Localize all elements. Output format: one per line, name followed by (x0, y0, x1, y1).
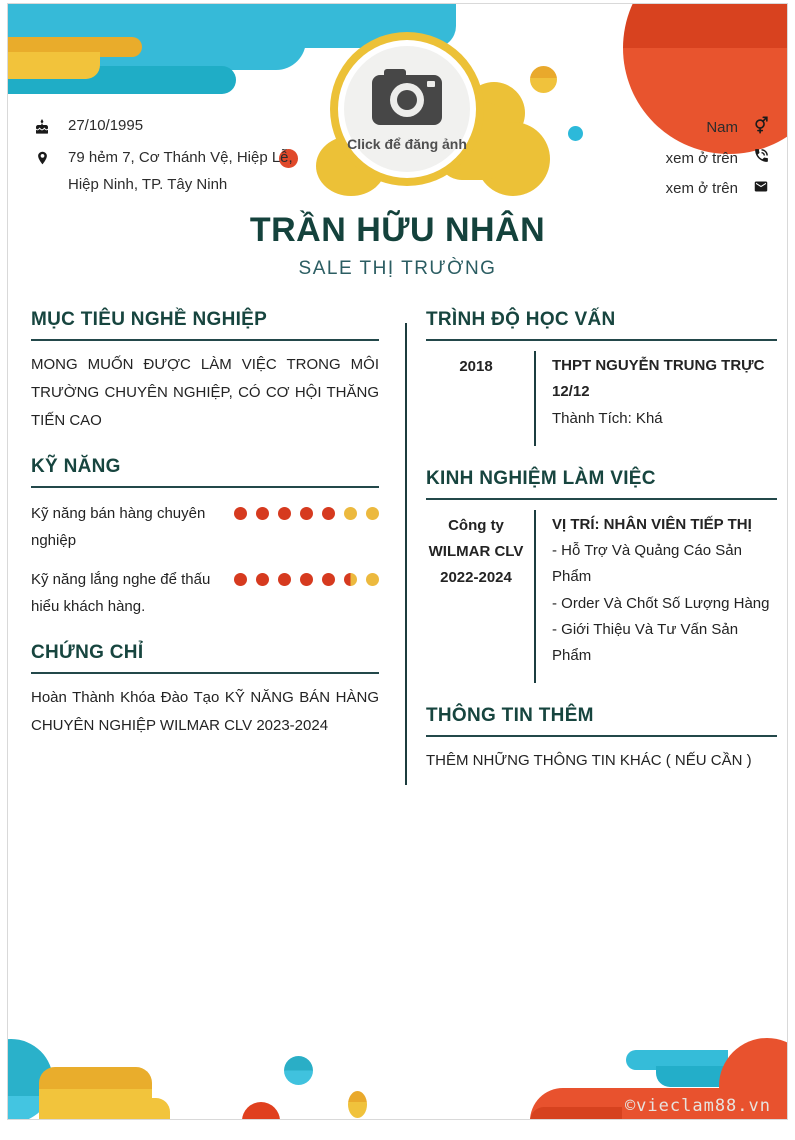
left-column (31, 309, 379, 775)
decor-bottom-yellow-ellipse (348, 1091, 367, 1118)
experience-position: VỊ TRÍ: NHÂN VIÊN TIẾP THỊ (552, 515, 752, 533)
site-watermark: ©vieclam88.vn (624, 1096, 771, 1116)
photo-upload-caption[interactable]: Click để đăng ảnh (347, 135, 467, 152)
dob-value: 27/10/1995 (68, 117, 144, 134)
education-result: Thành Tích: Khá (552, 409, 663, 427)
cv-body (31, 309, 777, 775)
rating-dot-full (234, 573, 247, 586)
rating-dot-full (300, 507, 313, 520)
experience-bullet: - Giới Thiệu Và Tư Vấn Sản Phẩm (552, 620, 739, 664)
email-value: xem ở trên (665, 179, 738, 197)
experience-company: Công ty WILMAR CLV 2022-2024 (428, 516, 524, 587)
skill-row (31, 500, 379, 554)
cv-sheet (7, 3, 788, 1120)
section-heading-certificates: CHỨNG CHỈ (31, 620, 379, 674)
skill-rating (234, 573, 379, 620)
decor-bottom-left-yellow-bump (128, 1098, 170, 1120)
email-icon (751, 173, 771, 203)
section-heading-more-info: THÔNG TIN THÊM (426, 683, 777, 737)
decor-blue-dot (568, 126, 583, 141)
rating-dot-empty (344, 507, 357, 520)
decor-bottom-right-orange-shade (530, 1107, 622, 1120)
decor-bottom-red-semicircle (242, 1102, 280, 1120)
dob-row (33, 112, 293, 144)
right-column (426, 309, 777, 775)
skill-row (31, 566, 379, 620)
education-year: 2018 (459, 358, 493, 375)
address-row (33, 144, 293, 198)
section-heading-skills: KỸ NĂNG (31, 434, 379, 488)
experience-bullet: - Order Và Chốt Số Lượng Hàng (552, 594, 770, 612)
address-value: 79 hẻm 7, Cơ Thánh Vệ, Hiệp Lễ, Hiệp Ninh, TP. Tây Ninh (68, 149, 293, 193)
rating-dot-full (322, 573, 335, 586)
photo-placeholder[interactable] (344, 46, 470, 172)
experience-entry (426, 510, 777, 684)
gender-icon (751, 112, 771, 143)
rating-dot-half (344, 573, 357, 586)
phone-icon (751, 143, 771, 173)
email-row (666, 173, 771, 203)
experience-details (534, 510, 777, 684)
skill-label: Kỹ năng lắng nghe để thấu hiểu khách hàng. (31, 571, 211, 616)
objective-text: MONG MUỐN ĐƯỢC LÀM VIỆC TRONG MÔI TRƯỜNG CHUYÊN NGHIỆP, CÓ CƠ HỘI THĂNG TIẾN CAO (31, 356, 379, 429)
rating-dot-full (256, 507, 269, 520)
decor-yellow-dot (530, 66, 557, 93)
camera-icon (364, 67, 450, 134)
education-school: THPT NGUYỄN TRUNG TRỰC 12/12 (552, 357, 765, 401)
rating-dot-full (300, 573, 313, 586)
certificates-text: Hoàn Thành Khóa Đào Tạo KỸ NĂNG BÁN HÀNG CHUYÊN NGHIỆP WILMAR CLV 2023-2024 (31, 689, 379, 734)
birthday-cake-icon (33, 112, 51, 144)
contact-info-right (666, 112, 771, 203)
location-pin-icon (33, 144, 51, 176)
photo-upload-button[interactable] (330, 32, 484, 186)
section-heading-objective: MỤC TIÊU NGHỀ NGHIỆP (31, 309, 379, 341)
education-entry (426, 351, 777, 446)
experience-bullet: - Hỗ Trợ Và Quảng Cáo Sản Phẩm (552, 542, 742, 586)
phone-value: xem ở trên (665, 149, 738, 167)
rating-dot-full (234, 507, 247, 520)
skill-label: Kỹ năng bán hàng chuyên nghiệp (31, 505, 206, 550)
gender-value: Nam (706, 119, 738, 136)
rating-dot-full (256, 573, 269, 586)
skill-rating (234, 507, 379, 554)
phone-row (666, 143, 771, 173)
name-block (8, 211, 787, 280)
rating-dot-full (278, 507, 291, 520)
rating-dot-empty (366, 507, 379, 520)
candidate-name: TRẦN HỮU NHÂN (249, 211, 546, 249)
education-details (534, 351, 777, 446)
gender-row (666, 112, 771, 143)
rating-dot-empty (366, 573, 379, 586)
rating-dot-full (322, 507, 335, 520)
section-heading-experience: KINH NGHIỆM LÀM VIỆC (426, 446, 777, 500)
rating-dot-full (278, 573, 291, 586)
section-heading-education: TRÌNH ĐỘ HỌC VẤN (426, 309, 777, 341)
candidate-job-title: SALE THỊ TRƯỜNG (298, 258, 497, 279)
contact-info-left (33, 112, 293, 198)
column-divider (405, 323, 407, 785)
more-info-text: THÊM NHỮNG THÔNG TIN KHÁC ( NẾU CẦN ) (426, 752, 752, 770)
decor-top-left-yellow-blob (8, 52, 100, 79)
decor-bottom-blue-dot (284, 1056, 313, 1085)
